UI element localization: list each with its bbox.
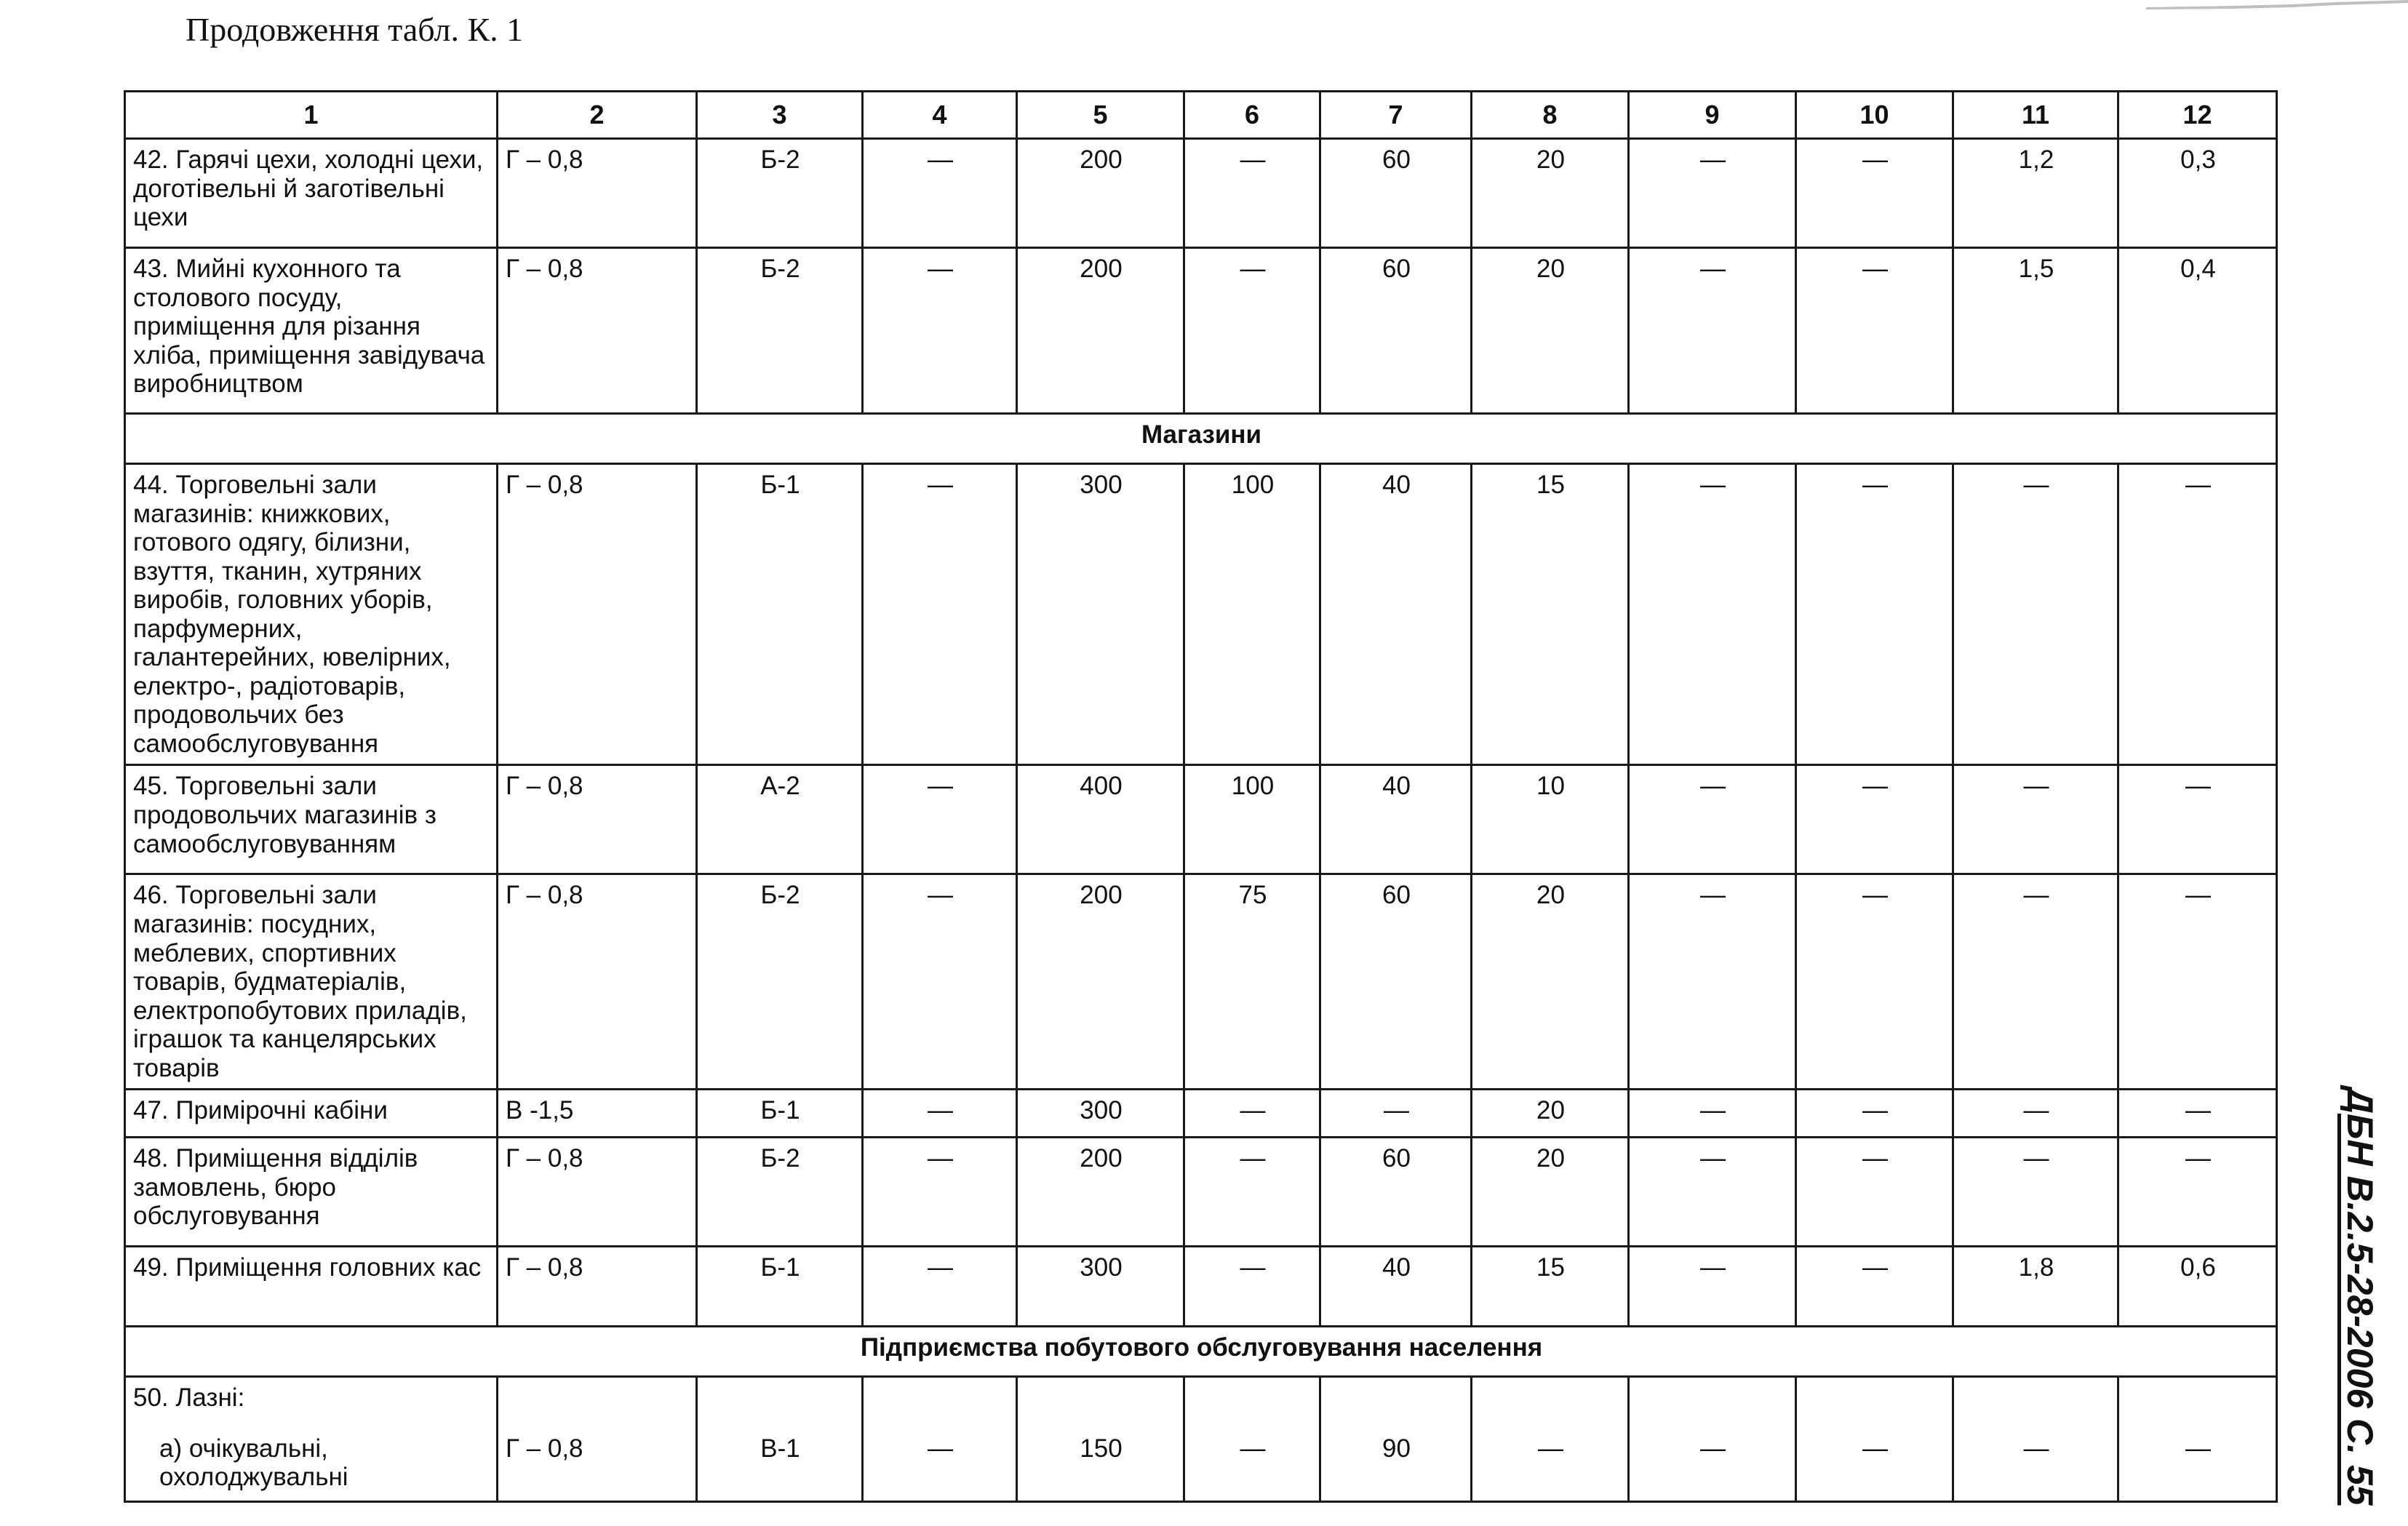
table-cell <box>498 1377 697 1502</box>
column-header: 9 <box>1629 92 1796 139</box>
cell-value: — <box>2023 1434 2049 1463</box>
table-cell: — <box>2118 1138 2277 1247</box>
table-cell: Б-1 <box>697 1090 863 1138</box>
room-description-cell: 42. Гарячі цехи, холодні цехи, доготівельні й заготівельні цехи <box>125 139 498 248</box>
section-heading-consumer-services: Підприємства побутового обслуговування населення <box>125 1327 2277 1377</box>
table-row <box>125 1247 2277 1327</box>
table-cell: — <box>863 139 1017 248</box>
table-cell: В -1,5 <box>498 1090 697 1138</box>
table-cell: 60 <box>1320 874 1472 1090</box>
table-cell: — <box>1184 1090 1320 1138</box>
cell-value: — <box>2185 1434 2211 1463</box>
table-cell: — <box>1796 1138 1953 1247</box>
document-code-label: ДБН В.2.5-28-2006 С. 55 <box>2340 1087 2380 1506</box>
table-cell: — <box>1953 464 2118 765</box>
table-cell <box>1629 1377 1796 1502</box>
group-title: 50. Лазні: <box>133 1383 245 1413</box>
table-cell: 40 <box>1320 765 1472 874</box>
table-row <box>125 1138 2277 1247</box>
table-cell <box>1796 1377 1953 1502</box>
table-cell: 0,6 <box>2118 1247 2277 1327</box>
table-cell: 20 <box>1472 1138 1629 1247</box>
table-cell: 0,3 <box>2118 139 2277 248</box>
table-cell: 100 <box>1184 765 1320 874</box>
table-cell: 400 <box>1017 765 1184 874</box>
table-cell: Б-2 <box>697 139 863 248</box>
room-description-cell: 43. Мийні кухонного та столового посуду, приміщення для різання хліба, приміщення завідувача виробництвом <box>125 248 498 414</box>
lighting-norms-table <box>124 90 2278 1503</box>
cell-value: — <box>1240 1434 1266 1463</box>
table-cell: — <box>1796 765 1953 874</box>
table-cell: 15 <box>1472 1247 1629 1327</box>
table-cell: 40 <box>1320 464 1472 765</box>
table-cell: — <box>1184 248 1320 414</box>
table-cell: — <box>1953 1138 2118 1247</box>
subgroup-label: а) очікувальні, охолоджувальні <box>159 1434 348 1492</box>
table-cell: 15 <box>1472 464 1629 765</box>
table-cell: 20 <box>1472 139 1629 248</box>
table-cell: Г – 0,8 <box>498 1138 697 1247</box>
table-cell: — <box>2118 765 2277 874</box>
table-cell: Б-2 <box>697 874 863 1090</box>
table-cell: 10 <box>1472 765 1629 874</box>
table-cell: — <box>1796 139 1953 248</box>
room-description-cell: 47. Примірочні кабіни <box>125 1090 498 1138</box>
table-cell: — <box>1796 1090 1953 1138</box>
room-description-cell: 48. Приміщення відділів замовлень, бюро обслуговування <box>125 1138 498 1247</box>
table-cell: Г – 0,8 <box>498 464 697 765</box>
room-description-cell <box>125 1377 498 1502</box>
cell-value: Г – 0,8 <box>506 1434 583 1463</box>
table-cell: — <box>1796 874 1953 1090</box>
table-cell: 75 <box>1184 874 1320 1090</box>
table-row <box>125 1090 2277 1138</box>
column-header: 7 <box>1320 92 1472 139</box>
table-cell: — <box>863 1138 1017 1247</box>
table-cell: — <box>1796 1247 1953 1327</box>
table-cell: Г – 0,8 <box>498 248 697 414</box>
table-cell <box>697 1377 863 1502</box>
table-cell: Г – 0,8 <box>498 874 697 1090</box>
cell-value: — <box>1700 1434 1726 1463</box>
room-description-cell: 49. Приміщення головних кас <box>125 1247 498 1327</box>
table-cell: Б-2 <box>697 248 863 414</box>
table-cell: — <box>863 248 1017 414</box>
table-cell: — <box>1629 1138 1796 1247</box>
table-cell: — <box>1796 464 1953 765</box>
column-header: 8 <box>1472 92 1629 139</box>
section-heading-shops: Магазини <box>125 414 2277 464</box>
table-row <box>125 1377 2277 1502</box>
section-row <box>125 1327 2277 1377</box>
table-cell: 40 <box>1320 1247 1472 1327</box>
table-cell: Б-1 <box>697 1247 863 1327</box>
column-header: 2 <box>498 92 697 139</box>
table-row <box>125 874 2277 1090</box>
table-cell: — <box>1629 1090 1796 1138</box>
column-header: 11 <box>1953 92 2118 139</box>
table-cell: — <box>863 464 1017 765</box>
table-cell <box>1017 1377 1184 1502</box>
table-cell: 20 <box>1472 1090 1629 1138</box>
table-cell: 200 <box>1017 1138 1184 1247</box>
header-row <box>125 92 2277 139</box>
table-cell: Г – 0,8 <box>498 1247 697 1327</box>
table-cell: — <box>1629 248 1796 414</box>
table-cell <box>1320 1377 1472 1502</box>
table-cell: — <box>1629 1247 1796 1327</box>
table-cell: — <box>1184 139 1320 248</box>
table-cell: — <box>1629 874 1796 1090</box>
table-cell: — <box>863 1090 1017 1138</box>
table-cell: Г – 0,8 <box>498 139 697 248</box>
table-cell <box>2118 1377 2277 1502</box>
table-row <box>125 464 2277 765</box>
cell-value: — <box>928 1434 953 1463</box>
table-cell: — <box>1796 248 1953 414</box>
table-cell: — <box>1629 139 1796 248</box>
table-cell: 200 <box>1017 874 1184 1090</box>
cell-value: — <box>1538 1434 1563 1463</box>
column-header: 3 <box>697 92 863 139</box>
table-cell: — <box>1953 1090 2118 1138</box>
table-cell: — <box>1320 1090 1472 1138</box>
table-cell <box>1472 1377 1629 1502</box>
room-description-cell: 46. Торговельні зали магазинів: посудних, меблевих, спортивних товарів, будматеріалів, електропобутових приладів, іграшок та канцелярських товарів <box>125 874 498 1090</box>
table-cell: — <box>1184 1138 1320 1247</box>
table-cell: Б-1 <box>697 464 863 765</box>
table-cell: 200 <box>1017 139 1184 248</box>
section-row <box>125 414 2277 464</box>
table-cell: — <box>1953 874 2118 1090</box>
table-cell <box>863 1377 1017 1502</box>
cell-value: — <box>1862 1434 1888 1463</box>
table-cell: Б-2 <box>697 1138 863 1247</box>
room-description-cell: 44. Торговельні зали магазинів: книжкових, готового одягу, білизни, взуття, тканин, хутряних виробів, головних уборів, парфумерних, галантерейних, ювелірних, електро-, радіотоварів, продовольчих без самообслуговування <box>125 464 498 765</box>
room-description-cell: 45. Торговельні зали продовольчих магазинів з самообслуговуванням <box>125 765 498 874</box>
table-continuation-caption: Продовження табл. К. 1 <box>186 11 524 48</box>
table-cell: А-2 <box>697 765 863 874</box>
column-header: 4 <box>863 92 1017 139</box>
column-header: 12 <box>2118 92 2277 139</box>
table-cell: 20 <box>1472 874 1629 1090</box>
table-cell <box>1184 1377 1320 1502</box>
table-cell: — <box>1184 1247 1320 1327</box>
table-row <box>125 248 2277 414</box>
table-cell: — <box>863 765 1017 874</box>
cell-value: 90 <box>1382 1434 1411 1463</box>
table-cell: — <box>1953 765 2118 874</box>
cell-value: В-1 <box>760 1434 800 1463</box>
table-cell: 300 <box>1017 1090 1184 1138</box>
table-cell: Г – 0,8 <box>498 765 697 874</box>
table-cell: 60 <box>1320 248 1472 414</box>
table-cell: 300 <box>1017 1247 1184 1327</box>
scan-edge-mark <box>2146 0 2408 13</box>
table-cell: 300 <box>1017 464 1184 765</box>
table-cell: 20 <box>1472 248 1629 414</box>
table-cell: — <box>863 1247 1017 1327</box>
table-cell: 60 <box>1320 1138 1472 1247</box>
column-header: 1 <box>125 92 498 139</box>
column-header: 5 <box>1017 92 1184 139</box>
table-cell: — <box>2118 874 2277 1090</box>
table-row <box>125 139 2277 248</box>
table-cell: — <box>2118 1090 2277 1138</box>
column-header: 6 <box>1184 92 1320 139</box>
table-cell: 60 <box>1320 139 1472 248</box>
table-cell: — <box>1629 765 1796 874</box>
table-cell: 1,8 <box>1953 1247 2118 1327</box>
cell-value: 150 <box>1080 1434 1123 1463</box>
table-cell: 0,4 <box>2118 248 2277 414</box>
table-cell: 100 <box>1184 464 1320 765</box>
table-cell: 200 <box>1017 248 1184 414</box>
table-cell <box>1953 1377 2118 1502</box>
table-cell: — <box>863 874 1017 1090</box>
table-cell: — <box>2118 464 2277 765</box>
table-cell: 1,5 <box>1953 248 2118 414</box>
table-cell: — <box>1629 464 1796 765</box>
table-row <box>125 765 2277 874</box>
table-cell: 1,2 <box>1953 139 2118 248</box>
column-header: 10 <box>1796 92 1953 139</box>
